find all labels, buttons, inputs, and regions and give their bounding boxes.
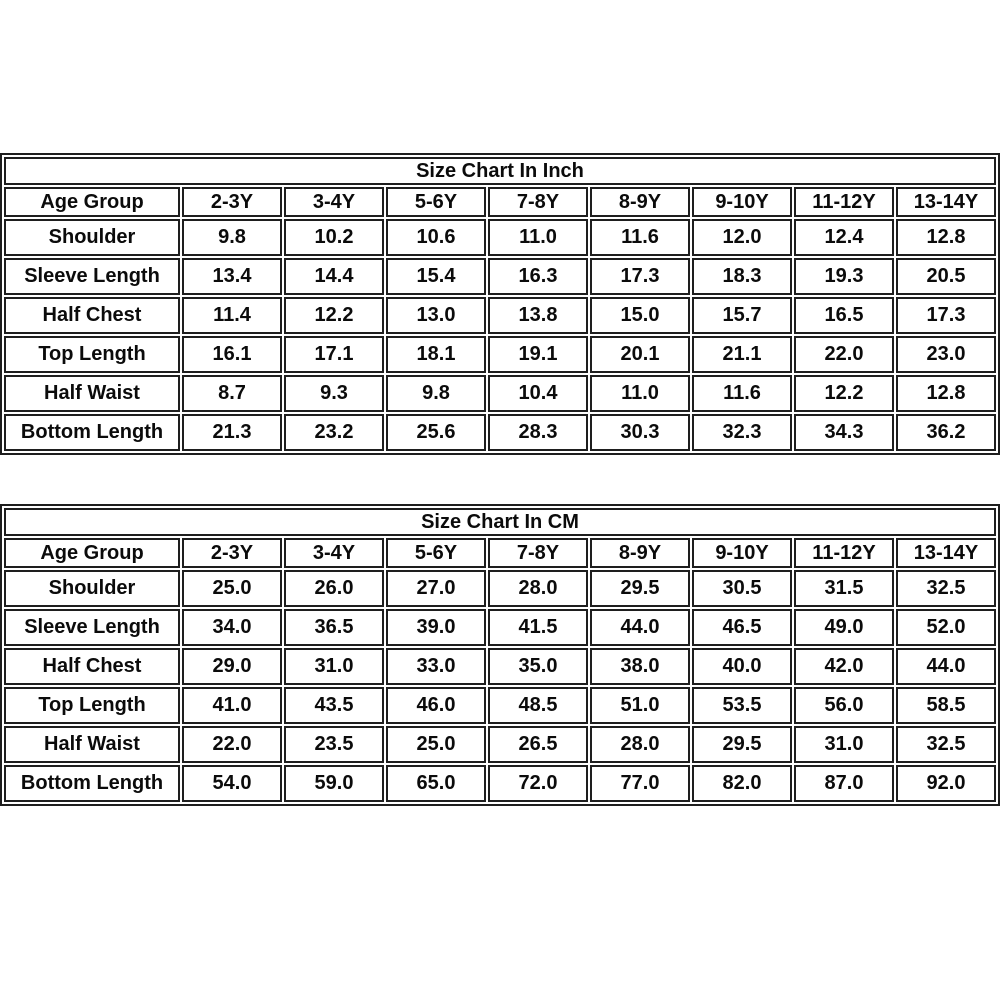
value-cell: 25.0 (182, 570, 282, 607)
header-cell: 11-12Y (794, 187, 894, 217)
value-cell: 30.3 (590, 414, 690, 451)
value-cell: 54.0 (182, 765, 282, 802)
value-cell: 22.0 (182, 726, 282, 763)
value-cell: 43.5 (284, 687, 384, 724)
header-cell: 5-6Y (386, 538, 486, 568)
table-row (4, 414, 996, 451)
value-cell: 23.5 (284, 726, 384, 763)
value-cell: 77.0 (590, 765, 690, 802)
value-cell: 9.8 (182, 219, 282, 256)
value-cell: 46.0 (386, 687, 486, 724)
value-cell: 40.0 (692, 648, 792, 685)
value-cell: 36.5 (284, 609, 384, 646)
table-row (4, 297, 996, 334)
row-label-cell: Bottom Length (4, 765, 180, 802)
value-cell: 65.0 (386, 765, 486, 802)
value-cell: 38.0 (590, 648, 690, 685)
header-cell: 9-10Y (692, 187, 792, 217)
value-cell: 11.0 (590, 375, 690, 412)
table-title-row (4, 508, 996, 536)
value-cell: 12.2 (284, 297, 384, 334)
table-title: Size Chart In Inch (4, 157, 996, 185)
value-cell: 20.5 (896, 258, 996, 295)
value-cell: 49.0 (794, 609, 894, 646)
value-cell: 16.3 (488, 258, 588, 295)
header-cell: 11-12Y (794, 538, 894, 568)
table-header-row (4, 187, 996, 217)
value-cell: 11.6 (692, 375, 792, 412)
value-cell: 59.0 (284, 765, 384, 802)
value-cell: 29.5 (692, 726, 792, 763)
value-cell: 21.3 (182, 414, 282, 451)
value-cell: 32.5 (896, 570, 996, 607)
table-row (4, 609, 996, 646)
size-chart-cm-table (0, 504, 1000, 806)
value-cell: 29.0 (182, 648, 282, 685)
value-cell: 48.5 (488, 687, 588, 724)
value-cell: 10.4 (488, 375, 588, 412)
value-cell: 16.5 (794, 297, 894, 334)
value-cell: 39.0 (386, 609, 486, 646)
table-row (4, 375, 996, 412)
header-cell: 3-4Y (284, 187, 384, 217)
header-cell: 13-14Y (896, 187, 996, 217)
value-cell: 12.4 (794, 219, 894, 256)
value-cell: 46.5 (692, 609, 792, 646)
header-cell: 7-8Y (488, 187, 588, 217)
value-cell: 34.3 (794, 414, 894, 451)
value-cell: 35.0 (488, 648, 588, 685)
row-label-cell: Half Chest (4, 297, 180, 334)
value-cell: 18.3 (692, 258, 792, 295)
row-label-cell: Shoulder (4, 219, 180, 256)
value-cell: 34.0 (182, 609, 282, 646)
header-cell: 7-8Y (488, 538, 588, 568)
value-cell: 51.0 (590, 687, 690, 724)
value-cell: 31.0 (284, 648, 384, 685)
value-cell: 11.4 (182, 297, 282, 334)
table-row (4, 687, 996, 724)
value-cell: 25.0 (386, 726, 486, 763)
value-cell: 32.3 (692, 414, 792, 451)
value-cell: 33.0 (386, 648, 486, 685)
value-cell: 9.3 (284, 375, 384, 412)
value-cell: 36.2 (896, 414, 996, 451)
value-cell: 9.8 (386, 375, 486, 412)
value-cell: 58.5 (896, 687, 996, 724)
value-cell: 56.0 (794, 687, 894, 724)
value-cell: 12.8 (896, 219, 996, 256)
row-label-cell: Bottom Length (4, 414, 180, 451)
value-cell: 31.0 (794, 726, 894, 763)
value-cell: 92.0 (896, 765, 996, 802)
row-label-cell: Sleeve Length (4, 609, 180, 646)
header-cell: 8-9Y (590, 187, 690, 217)
value-cell: 20.1 (590, 336, 690, 373)
value-cell: 13.8 (488, 297, 588, 334)
value-cell: 15.7 (692, 297, 792, 334)
row-label-cell: Half Chest (4, 648, 180, 685)
value-cell: 23.2 (284, 414, 384, 451)
value-cell: 87.0 (794, 765, 894, 802)
value-cell: 25.6 (386, 414, 486, 451)
value-cell: 12.8 (896, 375, 996, 412)
value-cell: 30.5 (692, 570, 792, 607)
value-cell: 14.4 (284, 258, 384, 295)
value-cell: 8.7 (182, 375, 282, 412)
value-cell: 17.3 (590, 258, 690, 295)
value-cell: 52.0 (896, 609, 996, 646)
table-row (4, 726, 996, 763)
value-cell: 19.1 (488, 336, 588, 373)
row-label-cell: Top Length (4, 687, 180, 724)
value-cell: 17.3 (896, 297, 996, 334)
value-cell: 12.0 (692, 219, 792, 256)
row-label-cell: Top Length (4, 336, 180, 373)
value-cell: 11.0 (488, 219, 588, 256)
value-cell: 22.0 (794, 336, 894, 373)
header-cell: 5-6Y (386, 187, 486, 217)
value-cell: 26.0 (284, 570, 384, 607)
value-cell: 44.0 (590, 609, 690, 646)
value-cell: 44.0 (896, 648, 996, 685)
value-cell: 13.4 (182, 258, 282, 295)
value-cell: 32.5 (896, 726, 996, 763)
value-cell: 15.4 (386, 258, 486, 295)
table-header-row (4, 538, 996, 568)
row-label-cell: Half Waist (4, 726, 180, 763)
header-cell: 9-10Y (692, 538, 792, 568)
header-cell: Age Group (4, 538, 180, 568)
value-cell: 21.1 (692, 336, 792, 373)
value-cell: 10.2 (284, 219, 384, 256)
value-cell: 41.0 (182, 687, 282, 724)
header-cell: Age Group (4, 187, 180, 217)
value-cell: 27.0 (386, 570, 486, 607)
value-cell: 29.5 (590, 570, 690, 607)
table-row (4, 258, 996, 295)
header-cell: 13-14Y (896, 538, 996, 568)
table-title: Size Chart In CM (4, 508, 996, 536)
value-cell: 28.0 (488, 570, 588, 607)
value-cell: 11.6 (590, 219, 690, 256)
row-label-cell: Half Waist (4, 375, 180, 412)
value-cell: 13.0 (386, 297, 486, 334)
row-label-cell: Sleeve Length (4, 258, 180, 295)
header-cell: 3-4Y (284, 538, 384, 568)
header-cell: 2-3Y (182, 187, 282, 217)
value-cell: 26.5 (488, 726, 588, 763)
size-chart-inch-table (0, 153, 1000, 455)
table-row (4, 336, 996, 373)
value-cell: 16.1 (182, 336, 282, 373)
table-row (4, 219, 996, 256)
row-label-cell: Shoulder (4, 570, 180, 607)
table-row (4, 648, 996, 685)
header-cell: 8-9Y (590, 538, 690, 568)
value-cell: 17.1 (284, 336, 384, 373)
value-cell: 53.5 (692, 687, 792, 724)
value-cell: 19.3 (794, 258, 894, 295)
table-row (4, 570, 996, 607)
value-cell: 42.0 (794, 648, 894, 685)
value-cell: 28.0 (590, 726, 690, 763)
value-cell: 18.1 (386, 336, 486, 373)
value-cell: 12.2 (794, 375, 894, 412)
value-cell: 82.0 (692, 765, 792, 802)
value-cell: 28.3 (488, 414, 588, 451)
value-cell: 41.5 (488, 609, 588, 646)
value-cell: 31.5 (794, 570, 894, 607)
value-cell: 10.6 (386, 219, 486, 256)
value-cell: 15.0 (590, 297, 690, 334)
value-cell: 23.0 (896, 336, 996, 373)
table-row (4, 765, 996, 802)
value-cell: 72.0 (488, 765, 588, 802)
header-cell: 2-3Y (182, 538, 282, 568)
table-title-row (4, 157, 996, 185)
